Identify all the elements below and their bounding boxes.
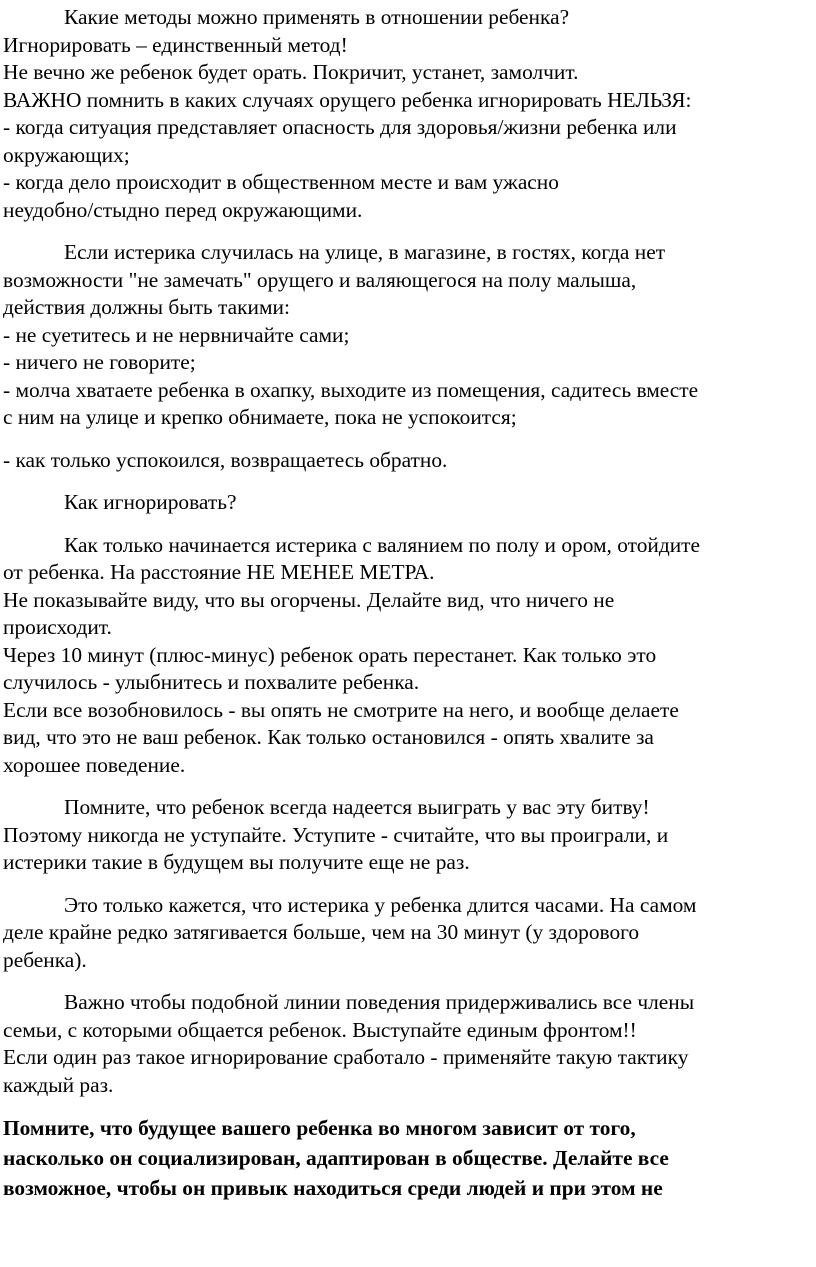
text-line: Какие методы можно применять в отношении ребенка?	[64, 5, 570, 29]
paragraph-duration	[3, 892, 810, 975]
text-line: Через 10 минут (плюс-минус) ребенок орать перестанет. Как только это	[3, 642, 657, 667]
text-line: Не показывайте виду, что вы огорчены. Делайте вид, что ничего не	[3, 587, 615, 612]
paragraph-methods	[3, 4, 810, 224]
text-line: случилось - улыбнитесь и похвалите ребенка.	[3, 670, 420, 694]
text-line: от ребенка. На расстояние НЕ МЕНЕЕ МЕТРА.	[3, 560, 435, 584]
paragraph-how-to-ignore	[3, 532, 810, 780]
text-line: Помните, что ребенок всегда надеется выиграть у вас эту битву!	[64, 795, 650, 819]
text-line: - молча хватаете ребенка в охапку, выходите из помещения, садитесь вместе	[3, 377, 699, 402]
paragraph-do-not-give-in	[3, 794, 810, 877]
text-line: хорошее поведение.	[3, 752, 186, 777]
text-line: возможности "не замечать" орущего и валяющегося на полу малыша,	[3, 267, 637, 292]
text-line: окружающих;	[3, 142, 130, 167]
text-line: каждый раз.	[3, 1072, 114, 1097]
text-line: Это только кажется, что истерика у ребенка длится часами. На самом	[64, 892, 697, 917]
text-line: семьи, с которыми общается ребенок. Выступайте единым фронтом!!	[3, 1017, 637, 1042]
text-line: - когда ситуация представляет опасность для здоровья/жизни ребенка или	[3, 115, 677, 139]
text-line: Не вечно же ребенок будет орать. Покричит, устанет, замолчит.	[3, 60, 579, 84]
text-line: - как только успокоился, возвращаетесь обратно.	[3, 447, 448, 472]
text-line: истерики такие в будущем вы получите еще не раз.	[3, 850, 470, 874]
text-line: с ним на улице и крепко обнимаете, пока не успокоится;	[3, 405, 517, 429]
paragraph-return	[3, 447, 810, 475]
text-line: Важно чтобы подобной линии поведения придерживались все члены	[64, 990, 695, 1014]
text-line: Игнорировать – единственный метод!	[3, 32, 348, 57]
text-line: ребенка).	[3, 947, 87, 972]
text-line: - не суетитесь и не нервничайте сами;	[3, 322, 350, 347]
text-line: деле крайне редко затягивается больше, чем на 30 минут (у здорового	[3, 920, 640, 944]
paragraph-public-tantrum	[3, 239, 810, 432]
text-line: неудобно/стыдно перед окружающими.	[3, 197, 363, 222]
text-line: Поэтому никогда не уступайте. Уступите - считайте, что вы проиграли, и	[3, 822, 669, 847]
text-line: Помните, что будущее вашего ребенка во многом зависит от того,	[3, 1116, 636, 1140]
text-line: - когда дело происходит в общественном месте и вам ужасно	[3, 170, 559, 194]
text-line: Как только начинается истерика с валянием по полу и ором, отойдите	[64, 532, 701, 557]
text-line: Если один раз такое игнорирование сработало - применяйте такую тактику	[3, 1045, 689, 1069]
text-line: действия должны быть такими:	[3, 295, 290, 319]
text-line: Если все возобновилось - вы опять не смотрите на него, и вообще делаете	[3, 697, 679, 722]
text-line: Если истерика случилась на улице, в магазине, в гостях, когда нет	[64, 240, 666, 264]
text-line: ВАЖНО помнить в каких случаях орущего ребенка игнорировать НЕЛЬЗЯ:	[3, 87, 692, 112]
text-line: вид, что это не ваш ребенок. Как только остановился - опять хвалите за	[3, 725, 654, 749]
text-line: возможное, чтобы он привык находиться среди людей и при этом не	[3, 1176, 663, 1200]
text-line: насколько он социализирован, адаптирован в обществе. Делайте все	[3, 1146, 669, 1170]
paragraph-how-to-ignore-heading	[3, 489, 810, 517]
text-line: Как игнорировать?	[64, 490, 237, 514]
text-line: происходит.	[3, 615, 112, 639]
paragraph-bold-conclusion	[3, 1113, 810, 1203]
text-line: - ничего не говорите;	[3, 350, 196, 374]
paragraph-family-united	[3, 989, 810, 1099]
